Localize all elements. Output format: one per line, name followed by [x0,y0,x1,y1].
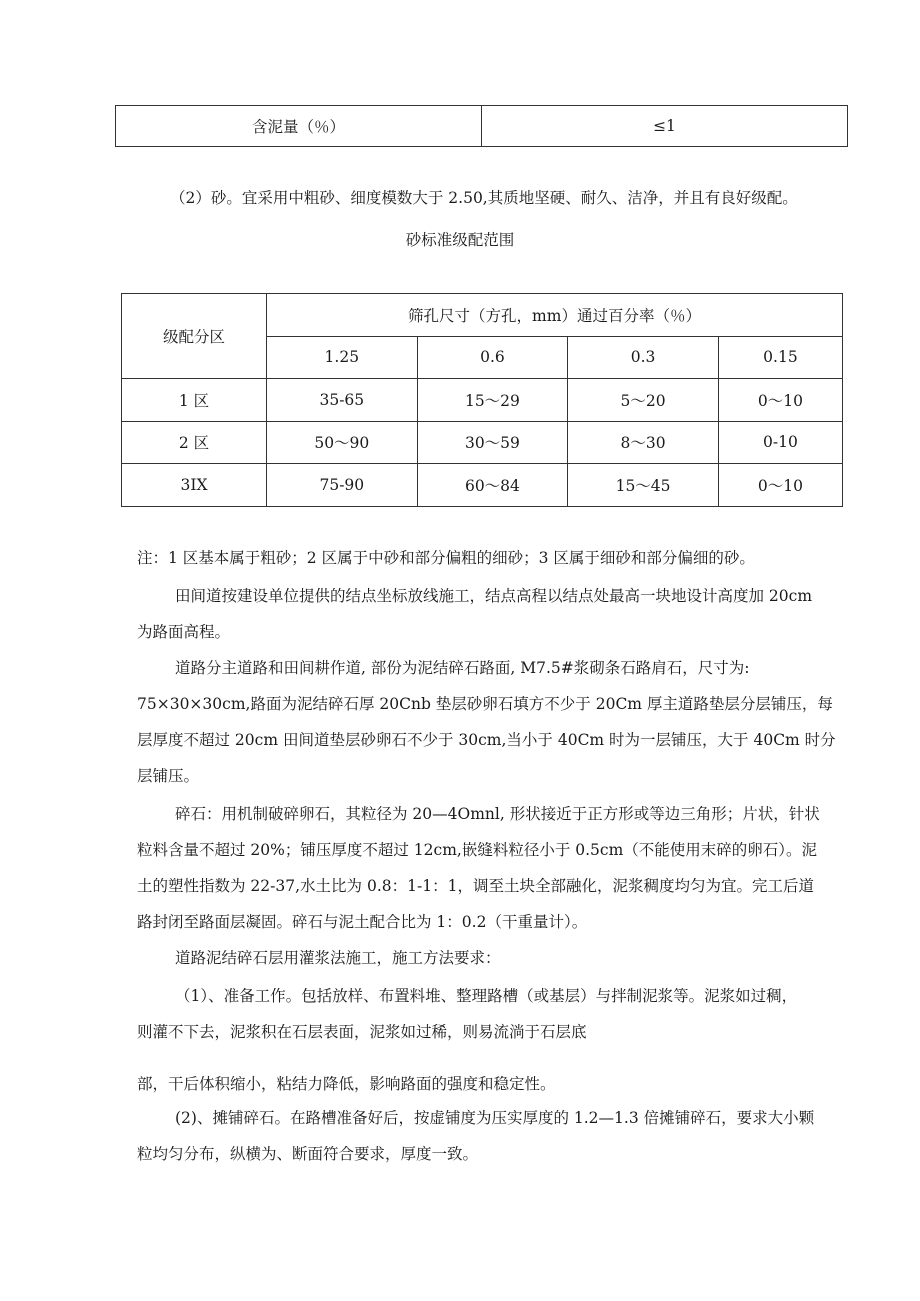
sand-table-caption: 砂标准级配范围 [405,231,515,249]
value-cell: 30～59 [417,421,568,464]
para5-line: 部，干后体积缩小，粘结力降低，影响路面的强度和稳定性。 [137,1075,556,1093]
sieve-size-cell: 0.3 [568,336,719,379]
para3-line: 路封闭至路面层凝固。碎石与泥土配合比为 1：0.2（干重量计）。 [137,913,588,931]
sand-intro: （2）砂。宜采用中粗砂、细度模数大于 2.50,其质地坚硬、耐久、洁净，并且有良好级配。 [170,189,798,207]
value-cell: 0～10 [718,464,842,507]
value-cell: 75-90 [267,464,418,507]
sieve-size-cell: 0.6 [417,336,568,379]
para1-line: 为路面高程。 [137,623,231,641]
value-cell: 0～10 [718,379,842,422]
value-cell: 15～45 [568,464,719,507]
table-note: 注：1 区基本属于粗砂；2 区属于中砂和部分偏粗的细砂；3 区属于细砂和部分偏细的砂。 [137,549,755,567]
value-cell: 8～30 [568,421,719,464]
para5-line: （1）、准备工作。包括放样、布置料堆、整理路槽（或基层）与拌制泥浆等。泥浆如过稠， [175,987,798,1005]
para6-line: 粒均匀分布，纵横为、断面符合要求，厚度一致。 [137,1145,479,1163]
sieve-size-cell: 0.15 [718,336,842,379]
para4: 道路泥结碎石层用灌浆法施工，施工方法要求： [175,949,501,967]
value-cell: 60～84 [417,464,568,507]
value-cell: 50～90 [267,421,418,464]
zone-cell: 3IX [122,464,267,507]
value-cell: 5～20 [568,379,719,422]
para5-line: 则灌不下去，泥浆积在石层表面，泥浆如过稀，则易流淌于石层底 [137,1023,587,1041]
para2-line: 层铺压。 [137,767,200,785]
para2-line: 道路分主道路和田间耕作道, 部份为泥结碎石路面, M7.5#浆砌条石路肩石，尺寸为: [175,659,750,677]
sieve-size-cell: 1.25 [267,336,418,379]
zone-cell: 1 区 [122,379,267,422]
sand-grading-table [121,293,843,507]
para3-line: 土的塑性指数为 22-37,水土比为 0.8：1-1：1，调至土块全部融化，泥浆稠度均匀为宜。完工后道 [137,877,814,895]
value-cell: 15～29 [417,379,568,422]
para2-line: 层厚度不超过 20cm 田间道垫层砂卵石不少于 30cm,当小于 40Cm 时为一层铺压，大于 40Cm 时分 [137,731,836,749]
mud-content-table [115,105,848,147]
para3-line: 碎石：用机制破碎卵石，其粒径为 20—4Omnl, 形状接近于正方形或等边三角形；片状，针状 [175,805,820,823]
table-row [122,379,843,422]
zone-header: 级配分区 [122,294,267,379]
table-row [122,464,843,507]
table-row [122,421,843,464]
para3-line: 粒料含量不超过 20%；铺压厚度不超过 12cm,嵌缝料粒径小于 0.5cm（不能使用末碎的卵石）。泥 [137,841,818,859]
zone-cell: 2 区 [122,421,267,464]
value-cell: 35-65 [267,379,418,422]
para6-line: (2)、摊铺碎石。在路槽准备好后，按虚铺度为压实厚度的 1.2—1.3 倍摊铺碎石，要求大小颗 [175,1109,815,1127]
sieve-group-header: 筛孔尺寸（方孔，mm）通过百分率（％） [267,294,843,337]
para2-line: 75×30×30cm,路面为泥结碎石厚 20Cnb 垫层砂卵石填方不少于 20Cm 厚主道路垫层分层铺压，每 [137,695,833,713]
mud-content-label: 含泥量（％） [116,106,482,147]
value-cell: 0-10 [718,421,842,464]
para1-line: 田间道按建设单位提供的结点坐标放线施工，结点高程以结点处最高一块地设计高度加 20cm [175,587,813,605]
mud-content-value: ≤1 [482,106,848,147]
